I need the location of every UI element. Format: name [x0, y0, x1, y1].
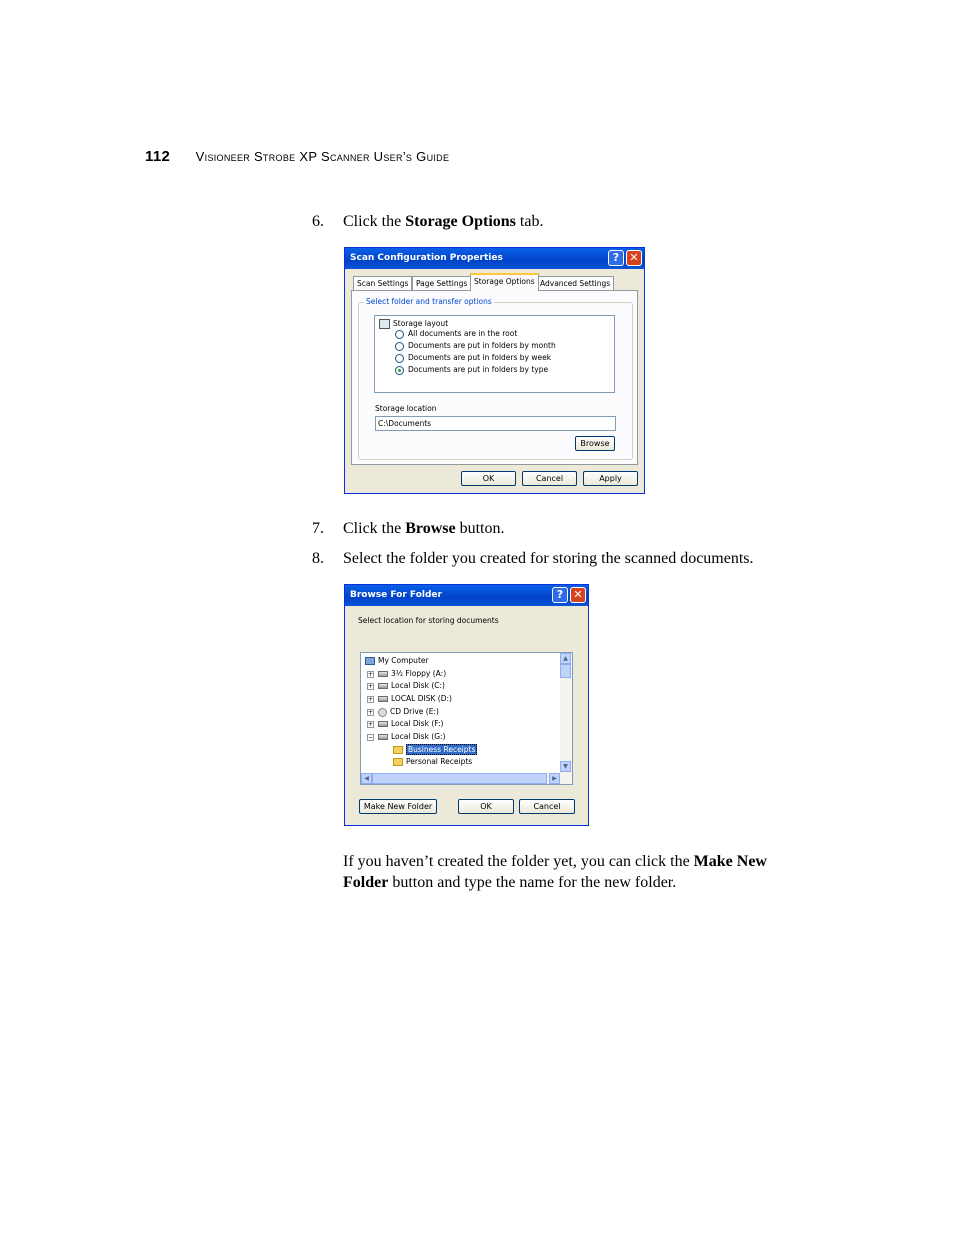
cancel-button[interactable]: Cancel [522, 471, 577, 486]
browse-prompt: Select location for storing documents [358, 616, 499, 625]
radio-selected-icon [395, 366, 404, 375]
browse-for-folder-dialog [344, 584, 589, 826]
scroll-left-icon[interactable]: ◀ [361, 773, 372, 784]
dialog-titlebar [345, 248, 644, 269]
tab-scan-settings[interactable]: Scan Settings [353, 276, 412, 290]
expand-icon[interactable]: + [368, 670, 374, 678]
expand-icon[interactable]: + [368, 682, 374, 690]
radio-week[interactable]: Documents are put in folders by week [395, 353, 551, 363]
drive-icon [378, 683, 388, 689]
folder-icon [393, 758, 403, 766]
computer-icon [365, 657, 375, 665]
tree-item-my-computer[interactable]: My Computer [365, 655, 429, 667]
close-button[interactable]: ✕ [626, 250, 642, 266]
expand-icon[interactable]: + [368, 720, 374, 728]
scan-configuration-dialog [344, 247, 645, 494]
ok-button[interactable]: OK [458, 799, 514, 814]
radio-icon [395, 354, 404, 363]
tree-item-local-disk-c[interactable]: + Local Disk (C:) [368, 681, 445, 690]
drive-icon [378, 734, 388, 740]
tree-item-local-disk-f[interactable]: + Local Disk (F:) [368, 719, 444, 728]
h-scroll-thumb[interactable] [372, 773, 547, 784]
scroll-down-icon[interactable]: ▼ [560, 761, 571, 772]
page-header [145, 148, 449, 165]
ok-button[interactable]: OK [461, 471, 516, 486]
tree-item-local-disk-g[interactable]: − Local Disk (G:) [368, 732, 446, 741]
radio-icon [395, 342, 404, 351]
storage-layout-list [374, 315, 615, 393]
close-button[interactable]: ✕ [570, 587, 586, 603]
cd-icon [378, 708, 387, 717]
vertical-scrollbar[interactable] [560, 653, 572, 773]
scroll-thumb[interactable] [560, 664, 571, 678]
step-8: 8. Select the folder you created for storing the scanned documents. [312, 550, 754, 567]
cancel-button[interactable]: Cancel [519, 799, 575, 814]
page-number: 112 [145, 148, 171, 165]
floppy-icon [378, 671, 388, 677]
tab-storage-options[interactable]: Storage Options [470, 273, 539, 291]
folder-icon [393, 746, 403, 754]
note-paragraph: If you haven’t created the folder yet, you can click the Make New Folder button and type the name for the new folder. [343, 853, 767, 891]
drive-icon [378, 721, 388, 727]
tree-item-floppy[interactable]: + 3½ Floppy (A:) [368, 669, 447, 678]
expand-icon[interactable]: + [368, 695, 374, 703]
radio-month[interactable]: Documents are put in folders by month [395, 341, 556, 351]
drive-icon [378, 696, 388, 702]
storage-location-input[interactable]: C:\Documents [375, 416, 616, 431]
expand-icon[interactable]: + [368, 708, 374, 716]
dialog-title: Scan Configuration Properties [350, 253, 503, 263]
storage-options-panel [351, 290, 638, 465]
browse-button[interactable]: Browse [575, 436, 615, 451]
help-button[interactable]: ? [552, 587, 568, 603]
make-new-folder-button[interactable]: Make New Folder [359, 799, 437, 814]
tab-advanced-settings[interactable]: Advanced Settings [536, 276, 614, 290]
scroll-up-icon[interactable]: ▲ [560, 653, 571, 664]
storage-layout-label: Storage layout [379, 319, 448, 329]
tree-item-personal-receipts[interactable]: Personal Receipts [393, 756, 472, 768]
running-title: Visioneer Strobe XP Scanner User’s Guide [195, 149, 450, 164]
scroll-right-icon[interactable]: ▶ [549, 773, 560, 784]
folder-tree[interactable] [360, 652, 573, 785]
step-6: 6. Click the Storage Options tab. [312, 213, 544, 230]
step-7: 7. Click the Browse button. [312, 520, 505, 537]
dialog-titlebar [345, 585, 588, 606]
apply-button[interactable]: Apply [583, 471, 638, 486]
radio-type[interactable]: Documents are put in folders by type [395, 365, 548, 375]
dialog-title: Browse For Folder [350, 590, 442, 600]
storage-location-label: Storage location [375, 404, 437, 413]
tree-item-local-disk-d[interactable]: + LOCAL DISK (D:) [368, 694, 452, 703]
tree-item-business-receipts[interactable]: Business Receipts [393, 744, 477, 756]
tree-item-cd-drive[interactable]: + CD Drive (E:) [368, 707, 439, 716]
tab-page-settings[interactable]: Page Settings [412, 276, 471, 290]
radio-icon [395, 330, 404, 339]
radio-root[interactable]: All documents are in the root [395, 329, 517, 339]
horizontal-scrollbar[interactable] [361, 773, 572, 784]
group-label: Select folder and transfer options [366, 297, 492, 306]
collapse-icon[interactable]: − [368, 733, 374, 741]
storage-layout-icon [379, 319, 390, 329]
help-button[interactable]: ? [608, 250, 624, 266]
